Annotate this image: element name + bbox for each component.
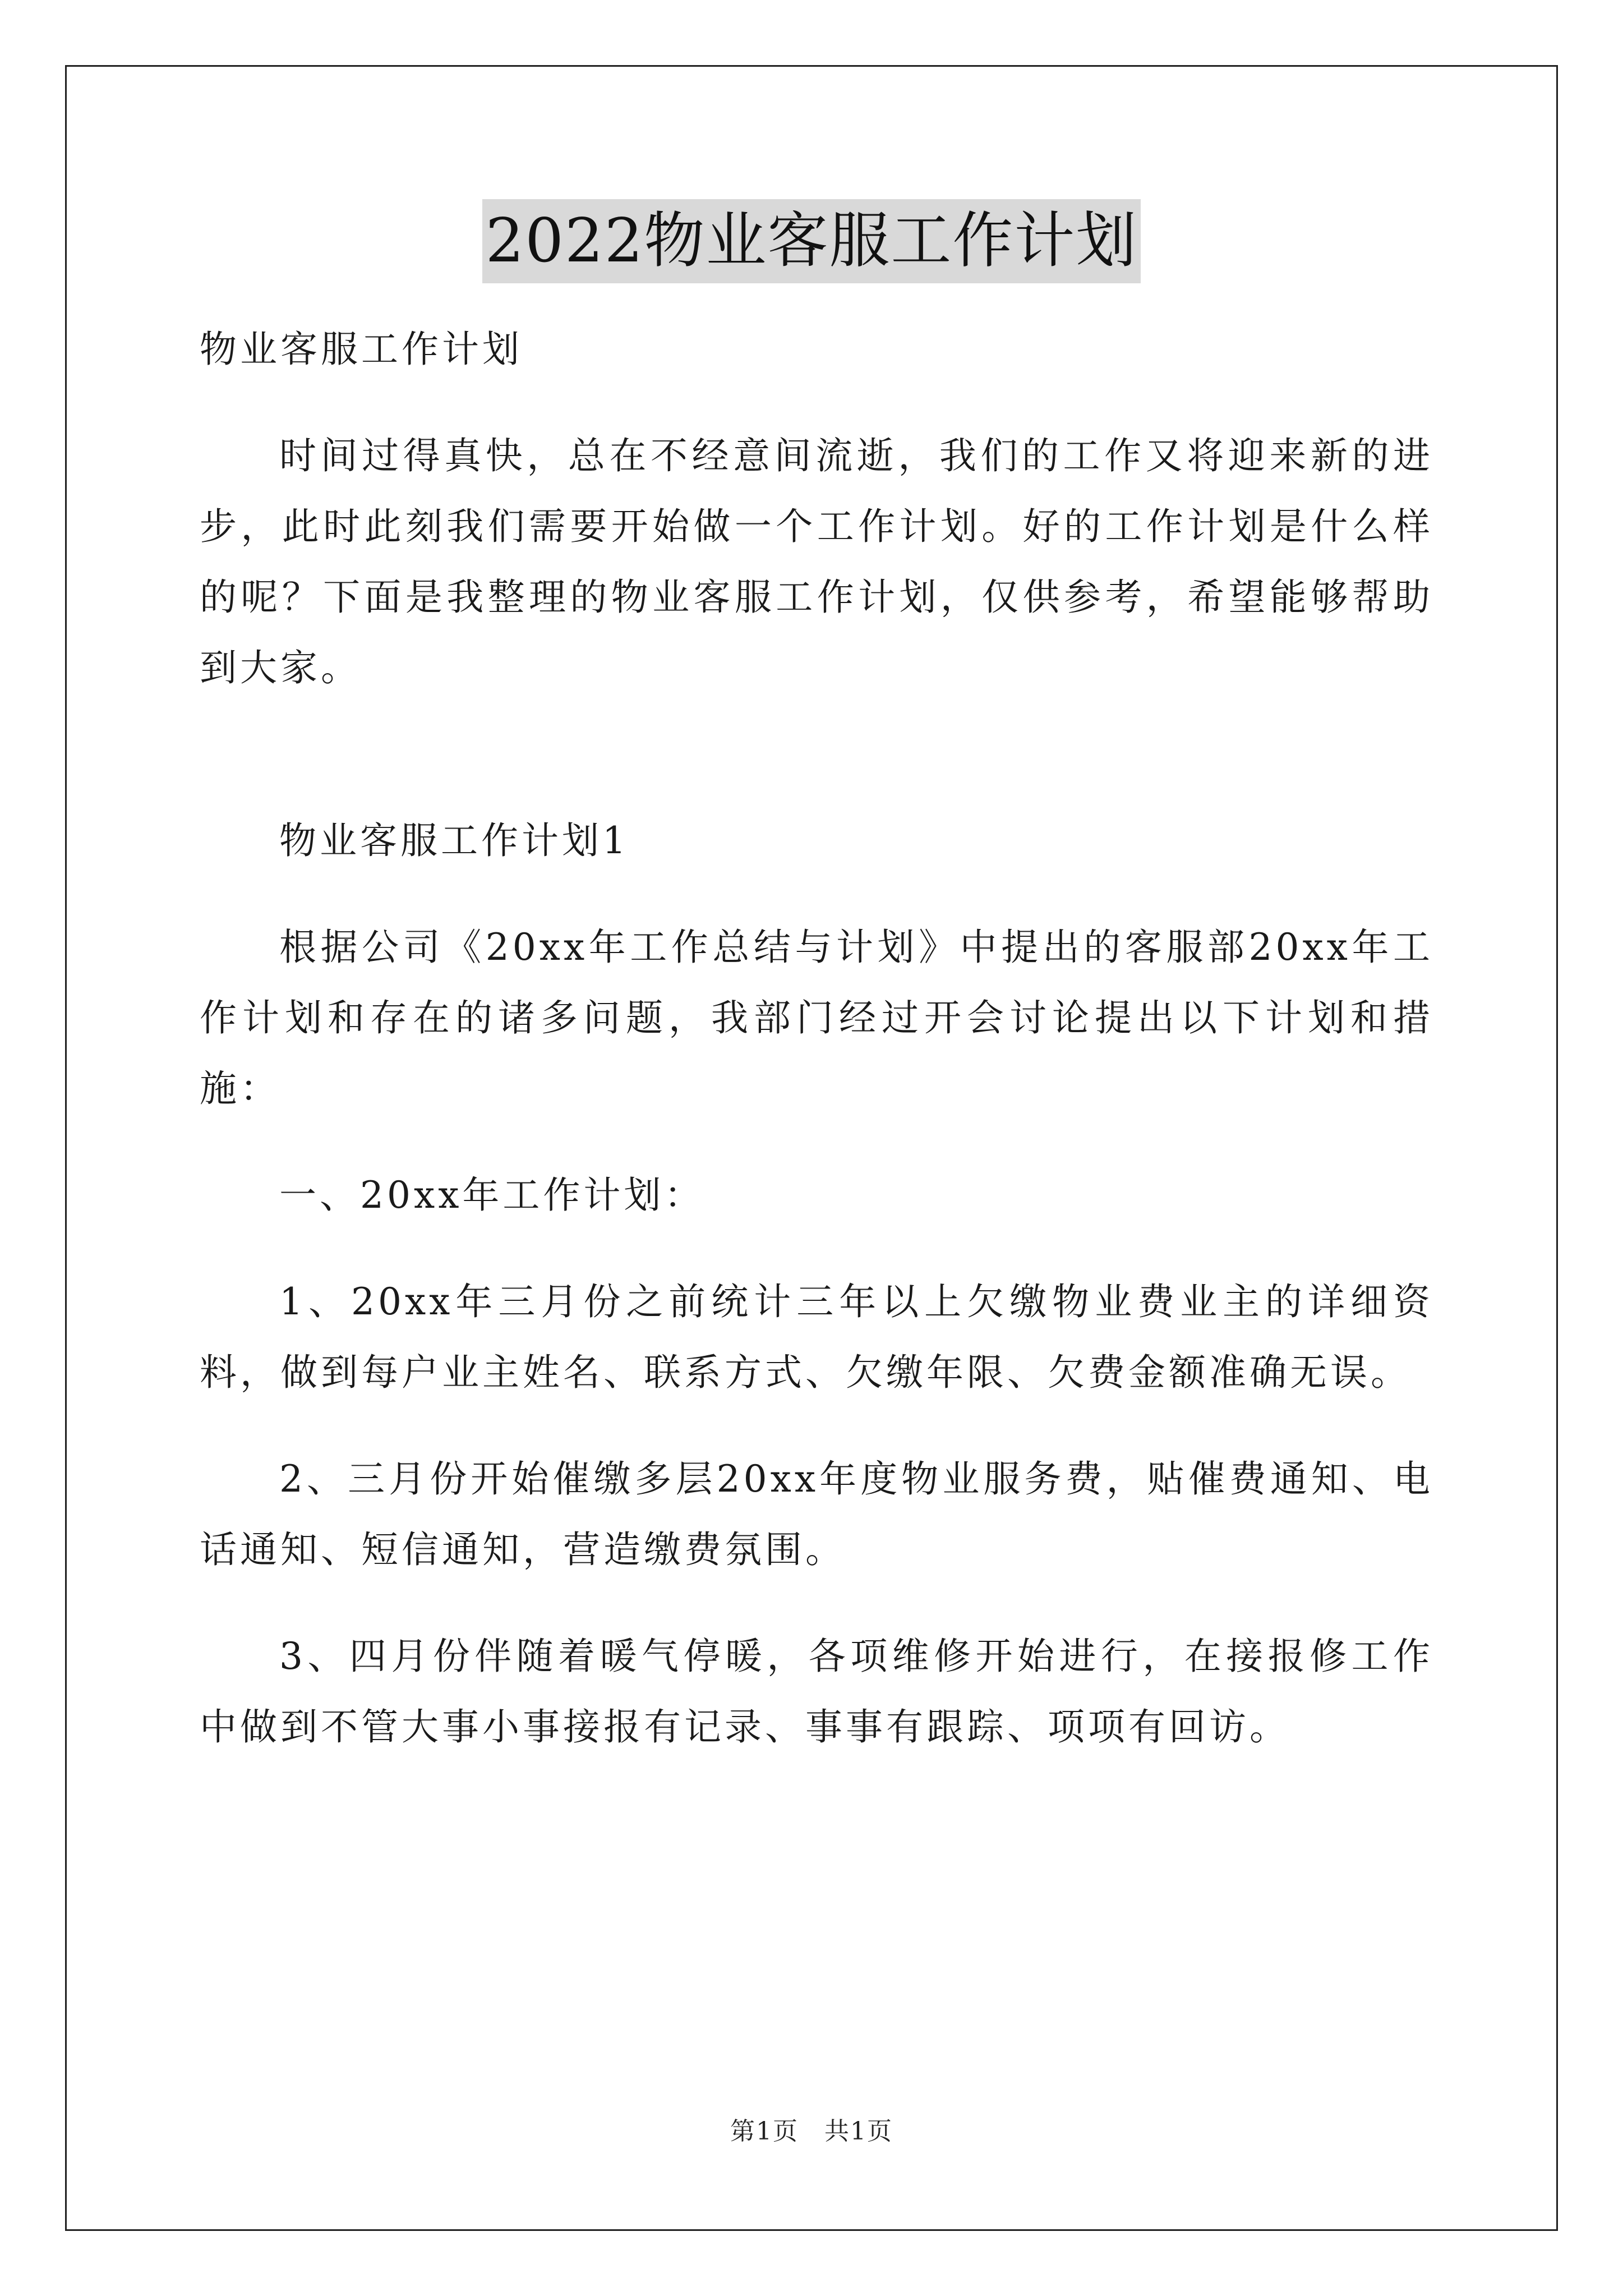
title-area (0, 199, 1623, 283)
plan-paragraph: 根据公司《20xx年工作总结与计划》中提出的客服部20xx年工作计划和存在的诸多问题，我部门经过开会讨论提出以下计划和措施： (200, 926, 1433, 1110)
plan-heading: 物业客服工作计划1 (279, 819, 629, 862)
page-number: 第1页 共1页 (730, 2117, 893, 2146)
plan-subheading: 一、20xx年工作计划： (279, 1174, 705, 1217)
plan-item-2: 2、三月份开始催缴多层20xx年度物业服务费，贴催费通知、电话通知、短信通知，营造缴费氛围。 (200, 1457, 1433, 1571)
document-body (200, 314, 1433, 1798)
intro-paragraph: 时间过得真快，总在不经意间流逝，我们的工作又将迎来新的进步，此时此刻我们需要开始做一个工作计划。好的工作计划是什么样的呢？下面是我整理的物业客服工作计划，仅供参考，希望能够帮助到大家。 (200, 434, 1433, 689)
plan-item-3: 3、四月份伴随着暖气停暖，各项维修开始进行，在接报修工作中做到不管大事小事接报有记录、事事有跟踪、项项有回访。 (200, 1635, 1433, 1749)
document-title: 2022物业客服工作计划 (482, 199, 1141, 283)
plan-item-1: 1、20xx年三月份之前统计三年以上欠缴物业费业主的详细资料，做到每户业主姓名、联系方式、欠缴年限、欠费金额准确无误。 (200, 1280, 1433, 1394)
section-heading: 物业客服工作计划 (200, 328, 523, 371)
